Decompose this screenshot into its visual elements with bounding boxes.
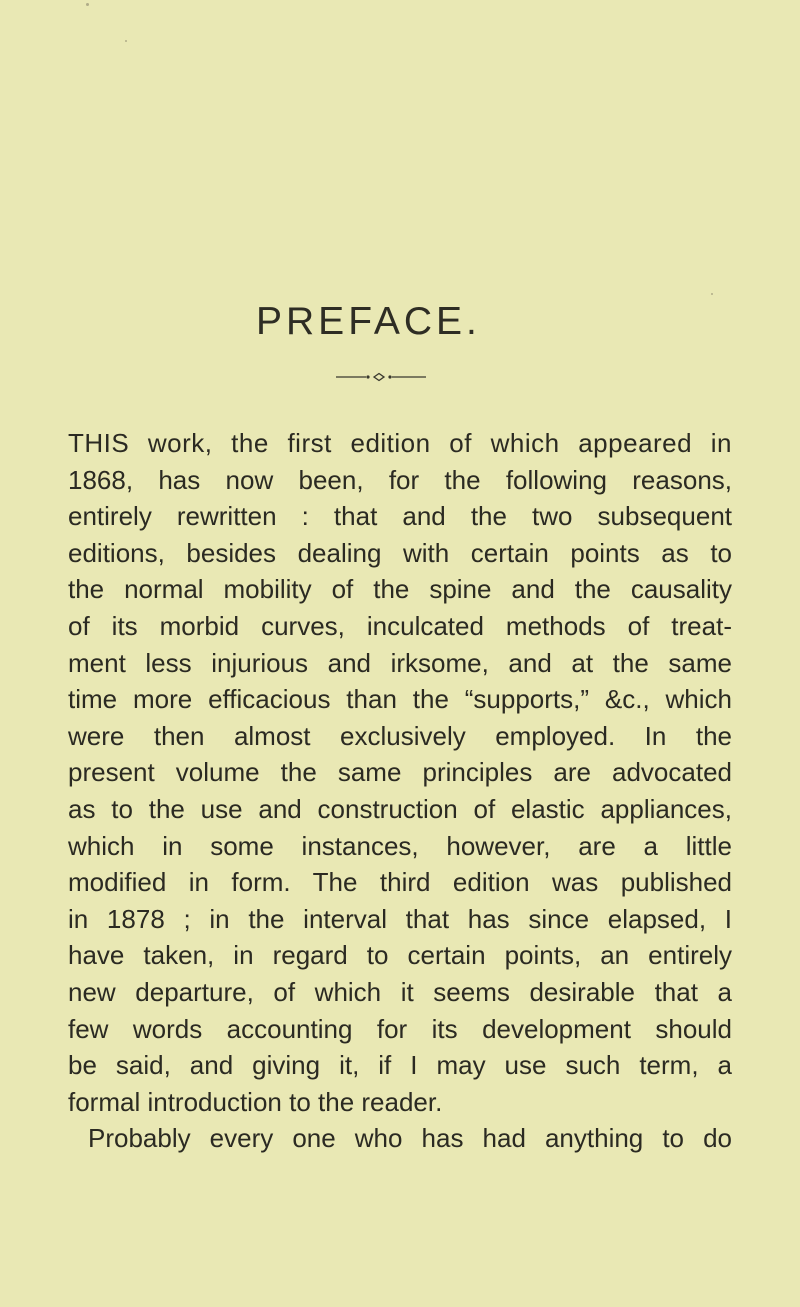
page-title: PREFACE. bbox=[256, 300, 481, 343]
text-line: new departure, of which it seems desirable that a bbox=[68, 976, 732, 1007]
text-line: few words accounting for its development should bbox=[68, 1013, 732, 1044]
text-line: as to the use and construction of elastic appliances, bbox=[68, 793, 732, 824]
text-line: formal introduction to the reader. bbox=[68, 1086, 443, 1117]
preface-body bbox=[68, 425, 732, 1157]
text-line: in 1878 ; in the interval that has since elapsed, I bbox=[68, 903, 732, 934]
text-line: editions, besides dealing with certain points as to bbox=[68, 537, 732, 568]
paper-speck bbox=[711, 293, 713, 295]
text-line: which in some instances, however, are a little bbox=[68, 830, 732, 861]
paper-speck bbox=[86, 3, 89, 6]
text-line: Probably every one who has had anything to do bbox=[88, 1123, 732, 1154]
paper-speck bbox=[125, 40, 127, 42]
text-line: modified in form. The third edition was published bbox=[68, 867, 732, 898]
ornamental-rule-icon bbox=[336, 372, 426, 382]
text-line: were then almost exclusively employed. In the bbox=[68, 720, 732, 751]
text-line: have taken, in regard to certain points, an entirely bbox=[68, 940, 732, 971]
text-line: be said, and giving it, if I may use such term, a bbox=[68, 1050, 732, 1081]
text-line: time more efficacious than the “supports,” &c., which bbox=[68, 684, 732, 715]
text-line: entirely rewritten : that and the two subsequent bbox=[68, 501, 732, 532]
text-line: present volume the same principles are advocated bbox=[68, 757, 732, 788]
text-line: 1868, has now been, for the following reasons, bbox=[68, 464, 732, 495]
text-line: ment less injurious and irksome, and at the same bbox=[68, 647, 732, 678]
text-line: the normal mobility of the spine and the causality bbox=[68, 574, 732, 605]
text-line: of its morbid curves, inculcated methods of treat- bbox=[68, 610, 732, 641]
text-line: THIS work, the first edition of which appeared in bbox=[68, 428, 732, 458]
